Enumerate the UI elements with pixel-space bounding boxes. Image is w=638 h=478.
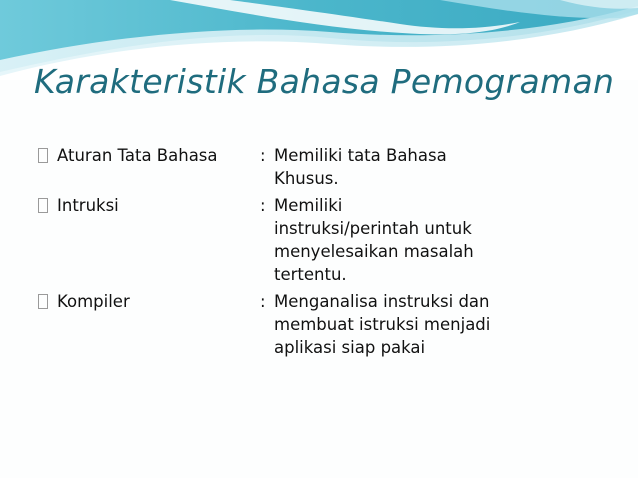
item-description xyxy=(274,194,598,286)
slide-title: Karakteristik Bahasa Pemograman xyxy=(34,62,615,101)
description-line: instruksi/perintah untuk xyxy=(274,219,472,238)
description-line: Menganalisa instruksi dan xyxy=(274,292,490,311)
item-term: Kompiler xyxy=(57,292,130,311)
description-line: tertentu. xyxy=(274,265,347,284)
list-item xyxy=(38,290,598,359)
bullet-icon xyxy=(38,198,48,213)
item-separator: : xyxy=(260,292,266,311)
description-line: membuat istruksi menjadi xyxy=(274,315,491,334)
item-description xyxy=(274,290,598,359)
description-line: aplikasi siap pakai xyxy=(274,338,426,357)
description-line: Khusus. xyxy=(274,169,339,188)
item-separator: : xyxy=(260,196,266,215)
bullet-icon xyxy=(38,294,48,309)
item-separator: : xyxy=(260,146,266,165)
description-line: Memiliki xyxy=(274,196,343,215)
description-line: menyelesaikan masalah xyxy=(274,242,474,261)
description-line: Memiliki tata Bahasa xyxy=(274,146,447,165)
list-item xyxy=(38,194,598,286)
list-item xyxy=(38,144,598,190)
bullet-icon xyxy=(38,148,48,163)
item-term: Aturan Tata Bahasa xyxy=(57,146,218,165)
item-description xyxy=(274,144,598,190)
definition-list xyxy=(38,144,598,363)
item-term: Intruksi xyxy=(57,196,119,215)
